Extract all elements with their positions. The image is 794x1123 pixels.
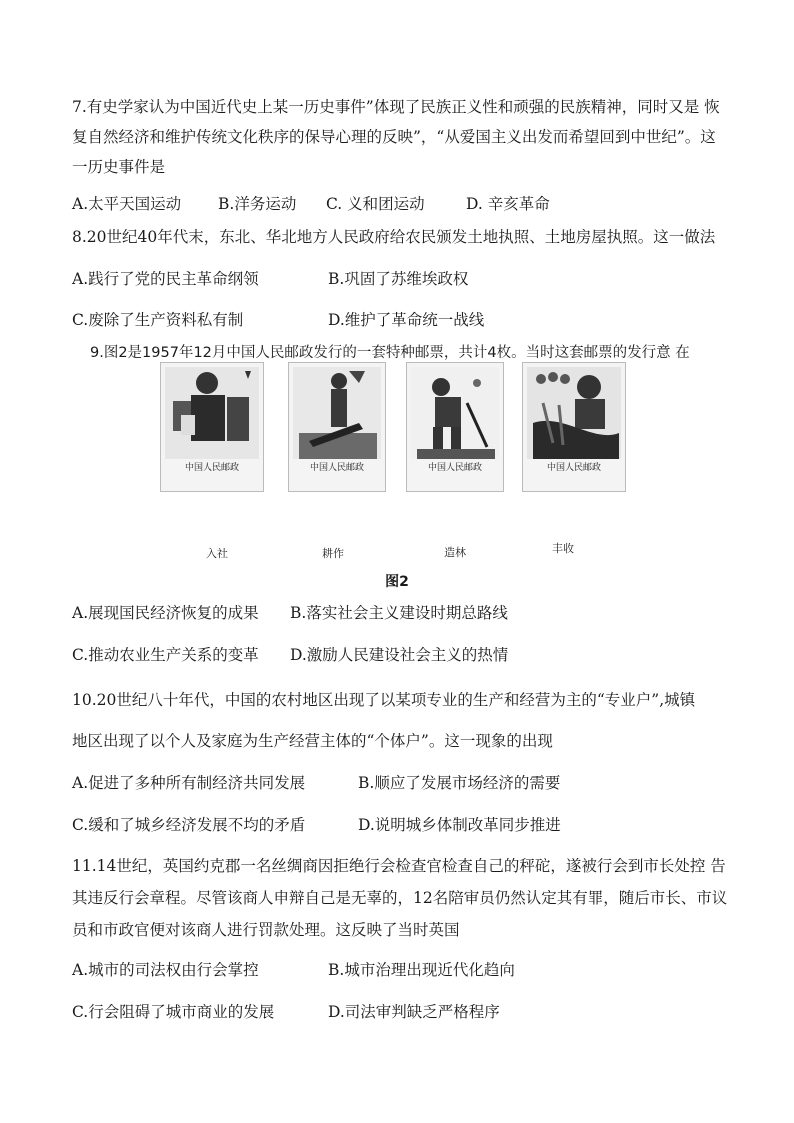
- stamp-join-cooperative: [160, 362, 264, 492]
- q8-option-a: A.践行了党的民主革命纲领: [72, 270, 259, 288]
- q10-option-c: C.缓和了城乡经济发展不均的矛盾: [72, 816, 306, 834]
- q8-stem-line-1: 8.20世纪40年代末，东北、华北地方人民政府给农民颁发土地执照、土地房屋执照。这一做法: [72, 228, 716, 246]
- q7-stem-line-2: 复自然经济和维护传统文化秩序的保导心理的反映”，“从爱国主义出发而希望回到中世纪”。这: [72, 128, 716, 146]
- q8-option-c: C.废除了生产资料私有制: [72, 311, 244, 329]
- q10-option-a: A.促进了多种所有制经济共同发展: [72, 774, 306, 792]
- q7-option-a: A.太平天国运动: [72, 195, 182, 213]
- q11-stem-line-2: 其违反行会章程。尽管该商人申辩自己是无辜的，12名陪审员仍然认定其有罪，随后市长、市议: [72, 889, 728, 907]
- q9-option-b: B.落实社会主义建设时期总路线: [290, 604, 508, 622]
- q8-option-d: D.维护了革命统一战线: [328, 311, 485, 329]
- stamp-set-image: [160, 362, 626, 510]
- stamp-caption-2: 耕作: [322, 547, 344, 560]
- stamp-farming: [288, 362, 386, 492]
- q10-stem-line-2: 地区出现了以个人及家庭为生产经营主体的“个体户”。这一现象的出现: [72, 732, 553, 750]
- q9-option-a: A.展现国民经济恢复的成果: [72, 604, 259, 622]
- q9-stem-line-1: 9.图2是1957年12月中国人民邮政发行的一套特种邮票，共计4枚。当时这套邮票的发行意 在: [90, 345, 690, 361]
- stamp-caption-4: 丰收: [552, 542, 574, 555]
- q11-option-d: D.司法审判缺乏严格程序: [328, 1003, 500, 1021]
- q7-stem-line-3: 一历史事件是: [72, 158, 166, 176]
- stamp-harvest: [522, 362, 626, 492]
- q11-option-c: C.行会阻碍了城市商业的发展: [72, 1003, 275, 1021]
- stamp-label: 中国人民邮政: [427, 463, 482, 473]
- q11-option-a: A.城市的司法权由行会掌控: [72, 961, 259, 979]
- q11-stem-line-3: 员和市政官便对该商人进行罚款处理。这反映了当时英国: [72, 921, 460, 939]
- q7-option-d: D. 辛亥革命: [466, 195, 550, 213]
- q8-option-b: B.巩固了苏维埃政权: [328, 270, 469, 288]
- q10-stem-line-1: 10.20世纪八十年代，中国的农村地区出现了以某项专业的生产和经营为主的“专业户”,城镇: [72, 691, 696, 709]
- q7-stem-line-1: 7.有史学家认为中国近代史上某一历史事件”体现了民族正义性和顽强的民族精神，同时又是 恢: [72, 98, 720, 116]
- stamp-label: 中国人民邮政: [184, 463, 239, 473]
- q7-option-c: C. 义和团运动: [326, 195, 425, 213]
- stamp-afforestation: [406, 362, 504, 492]
- stamp-label: 中国人民邮政: [309, 463, 364, 473]
- stamp-label: 中国人民邮政: [546, 463, 601, 473]
- q9-option-c: C.推动农业生产关系的变革: [72, 646, 259, 664]
- stamp-caption-1: 入社: [206, 547, 228, 560]
- q11-option-b: B.城市治理出现近代化趋向: [328, 961, 515, 979]
- q10-option-b: B.顺应了发展市场经济的需要: [358, 774, 561, 792]
- q10-option-d: D.说明城乡体制改革同步推进: [358, 816, 561, 834]
- q7-option-b: B.洋务运动: [218, 195, 297, 213]
- q11-stem-line-1: 11.14世纪，英国约克郡一名丝绸商因拒绝行会检查官检查自己的秤砣，遂被行会到市长处控 告: [72, 857, 726, 875]
- q9-option-d: D.激励人民建设社会主义的热情: [290, 646, 509, 664]
- stamp-caption-3: 造林: [444, 546, 466, 559]
- figure-label: 图2: [385, 574, 409, 590]
